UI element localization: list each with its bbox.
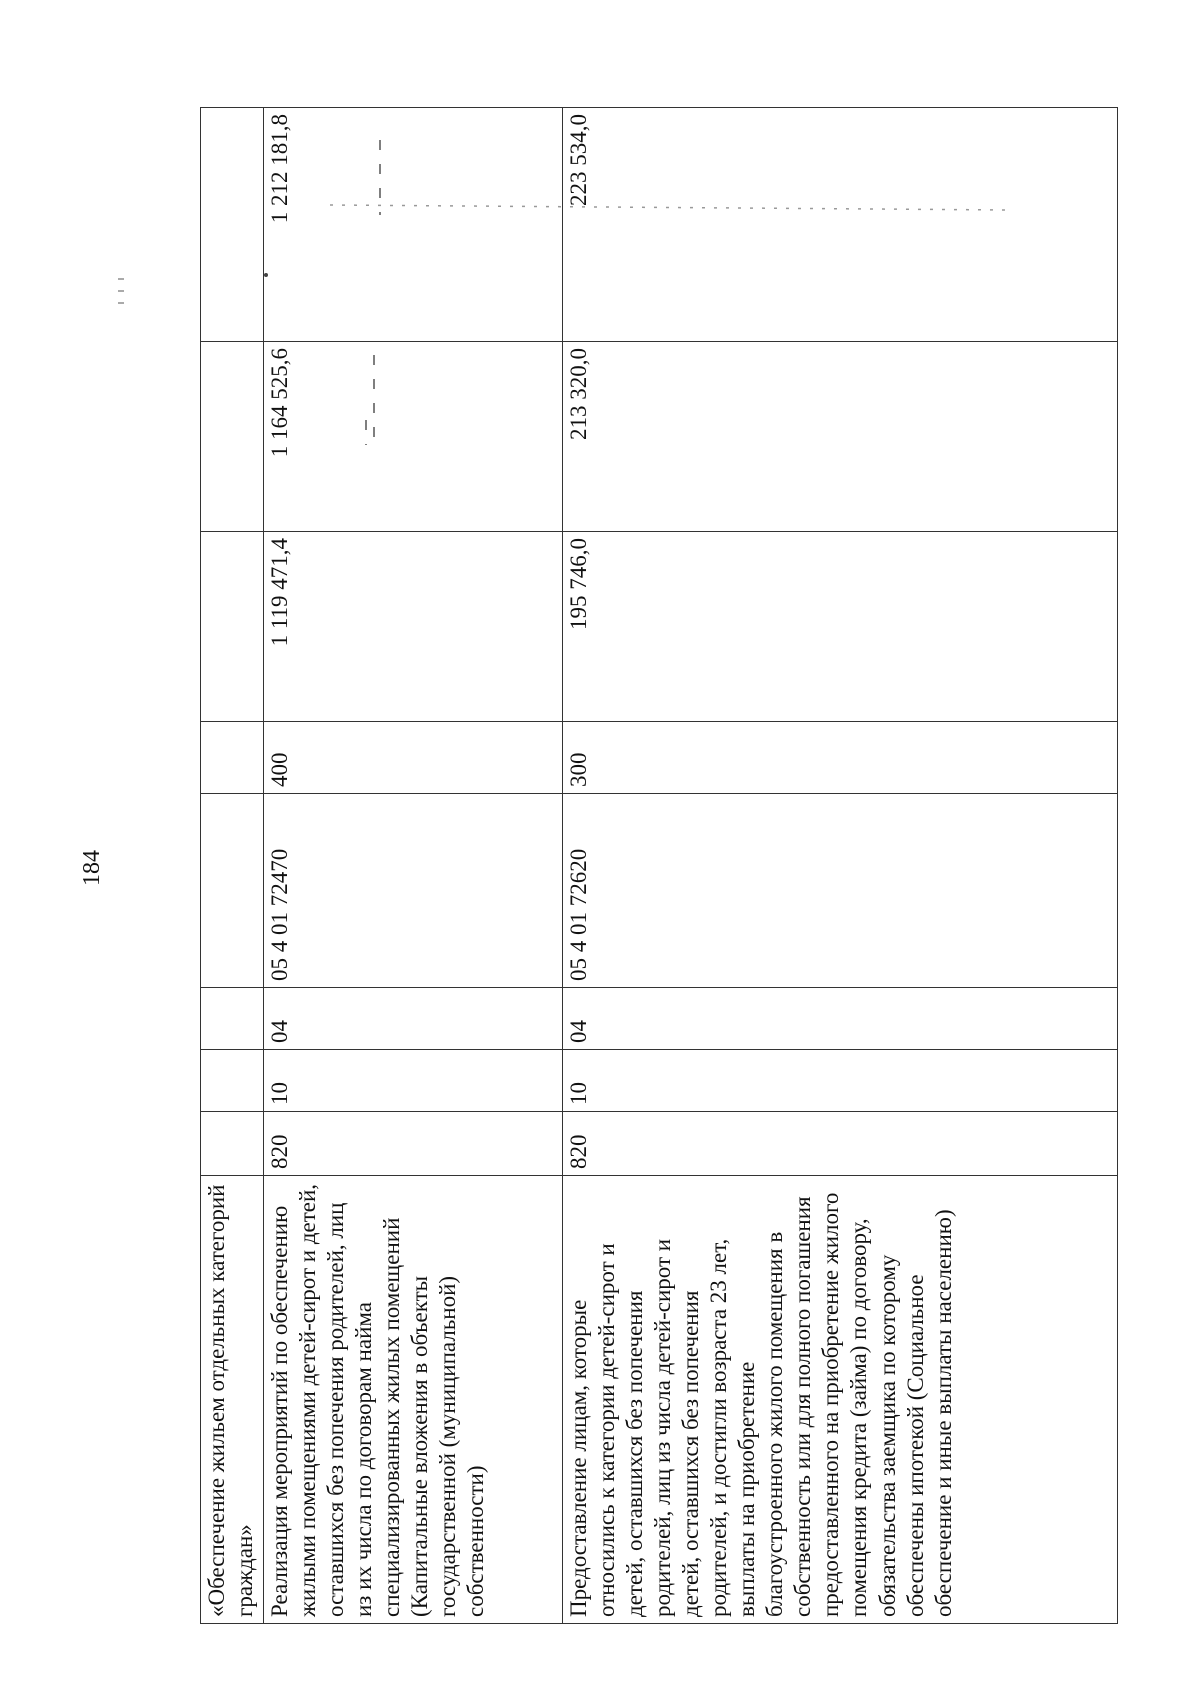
budget-table <box>200 107 1118 1624</box>
expense-type-cell: 300 <box>563 722 1118 794</box>
year1-amount-cell: 1 119 471,4 <box>264 532 563 722</box>
empty-cell <box>201 722 264 794</box>
empty-cell <box>201 1050 264 1112</box>
empty-cell <box>201 342 264 532</box>
table-row <box>563 108 1118 1624</box>
section-name-cell: «Обеспечение жильем отдельных категорий граждан» <box>201 1176 264 1624</box>
empty-cell <box>201 532 264 722</box>
target-code-cell: 05 4 01 72470 <box>264 794 563 988</box>
year3-amount-cell: 1 212 181,8 <box>264 108 563 342</box>
row-name-cell: Реализация мероприятий по обеспечению жилыми помещениями детей-сирот и детей, оставшихся без попечения родителей, лиц из их числа по договорам найма специализированных жилых помещений (Капитальные вложения в объекты государственной (муниципальной) собственности) <box>264 1176 563 1624</box>
empty-cell <box>201 794 264 988</box>
year1-amount-cell: 195 746,0 <box>563 532 1118 722</box>
empty-cell <box>201 1112 264 1176</box>
section-code-cell: 10 <box>264 1050 563 1112</box>
target-code-cell: 05 4 01 72620 <box>563 794 1118 988</box>
scan-specks <box>118 278 126 306</box>
year2-amount-cell: 1 164 525,6 <box>264 342 563 532</box>
expense-type-cell: 400 <box>264 722 563 794</box>
year2-amount-cell: 213 320,0 <box>563 342 1118 532</box>
row-name-cell: Предоставление лицам, которые относились к категории детей-сирот и детей, оставшихся без попечения родителей, лиц из числа детей-сирот и детей, оставшихся без попечения родителей, и достигли возраста 23 лет, выплаты на приобретение благоустроенного жилого помещения в собственность или для полного погашения предоставленного на приобретение жилого помещения кредита (займа) по договору, обязательства заемщика по которому обеспечены ипотекой (Социальное обеспечение и иные выплаты населению) <box>563 1176 1118 1624</box>
empty-cell <box>201 108 264 342</box>
subsection-code-cell: 04 <box>563 988 1118 1050</box>
section-code-cell: 10 <box>563 1050 1118 1112</box>
year3-amount-cell: 223 534,0 <box>563 108 1118 342</box>
ministry-code-cell: 820 <box>563 1112 1118 1176</box>
empty-cell <box>201 988 264 1050</box>
table-row <box>264 108 563 1624</box>
table-row-section <box>201 108 264 1624</box>
budget-table-rotated <box>200 108 1102 1624</box>
ministry-code-cell: 820 <box>264 1112 563 1176</box>
subsection-code-cell: 04 <box>264 988 563 1050</box>
page-number: 184 <box>79 850 105 886</box>
